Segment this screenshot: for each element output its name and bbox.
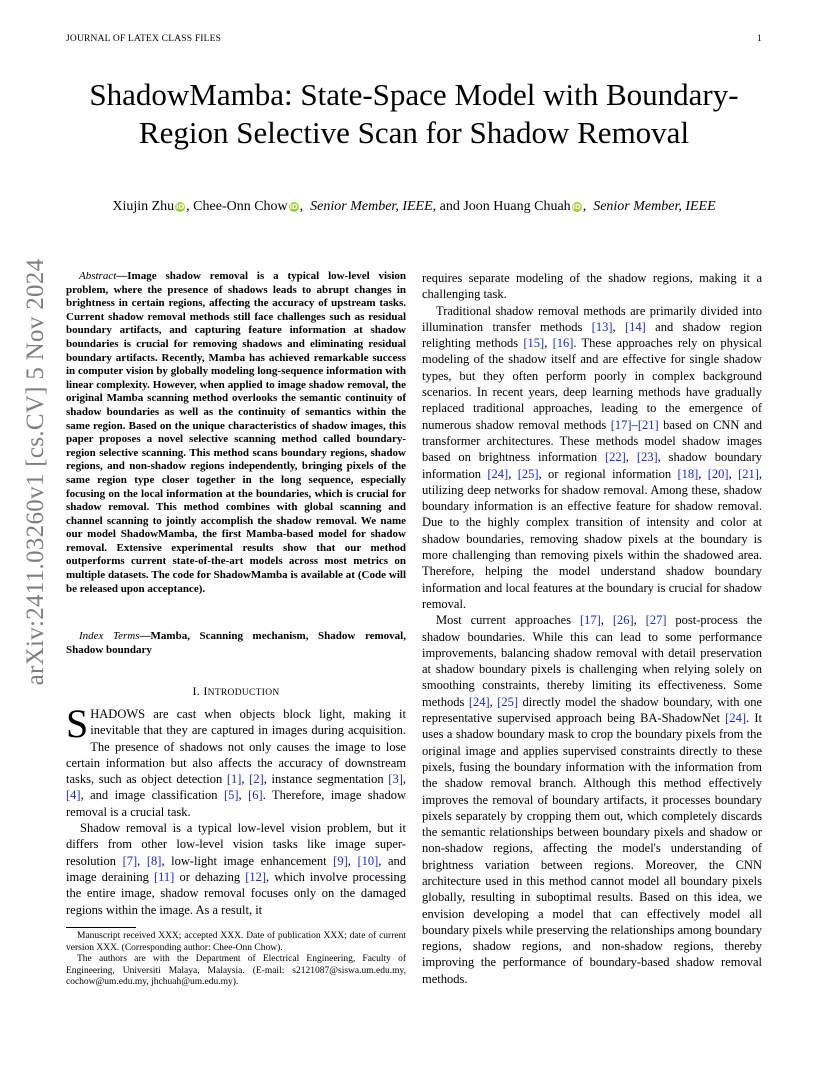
footnote-rule bbox=[66, 927, 136, 928]
citation-link[interactable]: [24] bbox=[468, 694, 490, 709]
citation-link[interactable]: [7] bbox=[122, 853, 138, 868]
paragraph: Most current approaches [17], [26], [27] post-process the shadow boundaries. While this can lead to some performance improvements, balancing shadow removal with detail preservation at shadow boundary pixels is challenging when relying solely on smoothing constraints, thereby limiting its effectiveness. Some methods [24], [25] directly model the shadow boundary, with one representative supervised approach being BA-ShadowNet [24]. It uses a shadow boundary mask to crop the boundary pixels from the original image and applies supervised constraints directly to these pixels, fusing the boundary information with the information from the shadow removal branch. Although this method effectively improves the removal of boundary artifacts, it processes boundary pixels separately by cropping them out, which completely discards the semantic relationships between boundary pixels and shadow or non-shadow regions, affecting the model's understanding of brightness variation between regions. Moreover, the CNN architecture used in this method cannot model all boundary pixels globally, resulting in suboptimal results. Based on this idea, we envision developing a model that can effectively model all boundary pixels while preserving the relationships among boundary regions, shadow regions, and non-shadow regions, thereby improving the performance of boundary-based shadow removal methods. bbox=[422, 613, 763, 986]
author-line: Xiujin Zhu iD , Chee-Onn Chow iD , Senior Member, IEEE, and Joon Huang Chuah iD , Senior Member, IEEE bbox=[112, 199, 716, 214]
section-heading bbox=[66, 684, 406, 699]
author-name: Joon Huang Chuah bbox=[463, 199, 571, 214]
paper-title: ShadowMamba: State-Space Model with Boundary-Region Selective Scan for Shadow Removal bbox=[89, 77, 739, 150]
section-rest: NTRODUCTION bbox=[207, 688, 280, 698]
citation-link[interactable]: [25] bbox=[517, 466, 539, 481]
section-initial: I bbox=[203, 684, 208, 698]
citation-link[interactable]: [17] bbox=[579, 613, 601, 628]
citation-link[interactable]: [26] bbox=[612, 613, 634, 628]
footnote-paragraph: The authors are with the Department of Electrical Engineering, Faculty of Engineering, Universiti Malaya, Malaysia. (E-mail: s2121087@siswa.um.edu.my, cochow@um.edu.my, jhchuah@um.edu.my). bbox=[66, 954, 406, 987]
abstract bbox=[66, 270, 406, 596]
footnote-paragraph: Manuscript received XXX; accepted XXX. Date of publication XXX; date of current version XXX. (Corresponding author: Chee-Onn Chow). bbox=[66, 931, 406, 953]
index-terms bbox=[66, 630, 406, 657]
citation-link[interactable]: [22] bbox=[604, 450, 626, 465]
orcid-icon[interactable]: iD bbox=[289, 203, 298, 211]
footnote bbox=[66, 931, 406, 989]
author-role: Senior Member, IEEE bbox=[310, 199, 433, 214]
paragraph bbox=[66, 701, 406, 820]
orcid-icon[interactable]: iD bbox=[572, 203, 581, 211]
citation-link[interactable]: [21] bbox=[738, 466, 759, 481]
citation-link[interactable]: [25] bbox=[497, 694, 519, 709]
citation-link[interactable]: [17] bbox=[610, 417, 632, 432]
citation-link[interactable]: [5] bbox=[223, 788, 239, 803]
paragraph: Traditional shadow removal methods are primarily divided into illumination transfer methods [13], [14] and shadow region relighting methods [15], [16]. These approaches rely on physical modeling of the shadow itself and are effective for single shadow types, but they often perform poorly in complex background scenarios. In recent years, deep learning methods have gradually replaced traditional approaches, leading to the emergence of numerous shadow removal methods [17]–[21] based on CNN and transformer architectures. These methods model shadow images based on brightness information [22], [23], shadow boundary information [24], [25], or regional information [18], [20], [21], utilizing deep networks for shadow removal. Among these, shadow boundary information is an effective feature for shadow removal. Due to the highly complex transition of intensity and color at shadow boundaries, removing shadow pixels at the boundary is more challenging than removing pixels within the shadowed area. Therefore, helping the model understand shadow boundary information and local features at the boundary is crucial for shadow removal. bbox=[422, 303, 763, 611]
intro-left-column bbox=[66, 701, 407, 918]
arxiv-stamp: arXiv:2411.03260v1 [cs.CV] 5 Nov 2024 bbox=[22, 258, 49, 686]
citation-link[interactable]: [4] bbox=[66, 788, 81, 803]
citation-link[interactable]: [9] bbox=[333, 853, 348, 868]
index-terms-text: —Mamba, Scanning mechanism, Shadow removal, Shadow boundary bbox=[66, 630, 406, 656]
citation-link[interactable]: [24] bbox=[487, 466, 509, 481]
citation-link[interactable]: [20] bbox=[707, 466, 729, 481]
citation-link[interactable]: [13] bbox=[591, 319, 613, 334]
citation-link[interactable]: [24] bbox=[725, 711, 746, 726]
citation-link[interactable]: [12] bbox=[245, 869, 267, 884]
paragraph: requires separate modeling of the shadow regions, making it a challenging task. bbox=[422, 271, 762, 302]
intro-right-column bbox=[422, 270, 762, 987]
citation-link[interactable]: [10] bbox=[357, 853, 379, 868]
citation-link[interactable]: [15] bbox=[523, 336, 545, 351]
author-name: Xiujin Zhu bbox=[112, 199, 175, 214]
author-role: Senior Member, IEEE bbox=[593, 199, 716, 214]
paragraph: Shadow removal is a typical low-level vision problem, but it differs from other low-level vision tasks like image super-resolution [7], [8], low-light image enhancement [9], [10], and image deraining [11] or dehazing [12], which involve processing the entire image, shadow removal focuses only on the damaged regions within the image. As a result, it bbox=[66, 821, 407, 917]
page-number: 1 bbox=[757, 34, 762, 44]
citation-link[interactable]: [8] bbox=[146, 853, 162, 868]
paragraph-text: HADOWS are cast when objects block light, making it inevitable that they are captured in images during acquisition. The presence of shadows not only causes the image to lose certain information but also affects the accuracy of downstream tasks, such as object detection [1], [2], instance segmentation [3], [4], and image classification [5], [6]. Therefore, image shadow removal is a crucial task. bbox=[66, 707, 406, 819]
citation-link[interactable]: [6] bbox=[248, 788, 263, 803]
citation-link[interactable]: [23] bbox=[636, 450, 658, 465]
abstract-label: Abstract bbox=[79, 270, 117, 282]
drop-cap: S bbox=[66, 701, 89, 746]
citation-link[interactable]: [1] bbox=[226, 772, 242, 787]
citation-link[interactable]: [3] bbox=[388, 772, 403, 787]
citation-link[interactable]: [2] bbox=[249, 772, 264, 787]
citation-link[interactable]: [18] bbox=[677, 466, 699, 481]
citation-link[interactable]: [11] bbox=[153, 869, 175, 884]
section-number: I. bbox=[192, 684, 201, 698]
citation-link[interactable]: [21] bbox=[637, 417, 659, 432]
citation-link[interactable]: [14] bbox=[624, 319, 646, 334]
running-header: JOURNAL OF LATEX CLASS FILES bbox=[66, 34, 222, 44]
author-connector: , and bbox=[432, 199, 460, 214]
citation-link[interactable]: [27] bbox=[645, 613, 667, 628]
orcid-icon[interactable]: iD bbox=[176, 203, 185, 211]
index-terms-label: Index Terms bbox=[79, 630, 140, 642]
citation-link[interactable]: [16] bbox=[552, 336, 574, 351]
author-name: Chee-Onn Chow bbox=[193, 199, 288, 214]
abstract-text: —Image shadow removal is a typical low-level vision problem, where the presence of shadows leads to abrupt changes in brightness in certain regions, affecting the accuracy of upstream tasks. Current shadow removal methods still face challenges such as residual boundary artifacts, and capturing feature information at shadow boundaries is crucial for removing shadows and eliminating residual boundary artifacts. Recently, Mamba has achieved remarkable success in computer vision by globally modeling long-sequence information with linear complexity. However, when applied to image shadow removal, the original Mamba scanning method overlooks the semantic continuity of shadow boundaries as well as the continuity of semantics within the same region. Based on the unique characteristics of shadow images, this paper proposes a novel selective scanning method called boundary-region selective scanning. This method scans boundary regions, shadow regions, and non-shadow regions independently, bringing pixels of the same region type closer together in the long sequence, especially focusing on the local information at the boundaries, which is crucial for shadow removal. This method combines with global scanning and channel scanning to jointly accomplish the shadow removal. We name our model ShadowMamba, the first Mamba-based model for shadow removal. Extensive experimental results show that our method outperforms current state-of-the-art models across most metrics on multiple datasets. The code for ShadowMamba is available at (Code will be released upon acceptance). bbox=[66, 270, 406, 595]
